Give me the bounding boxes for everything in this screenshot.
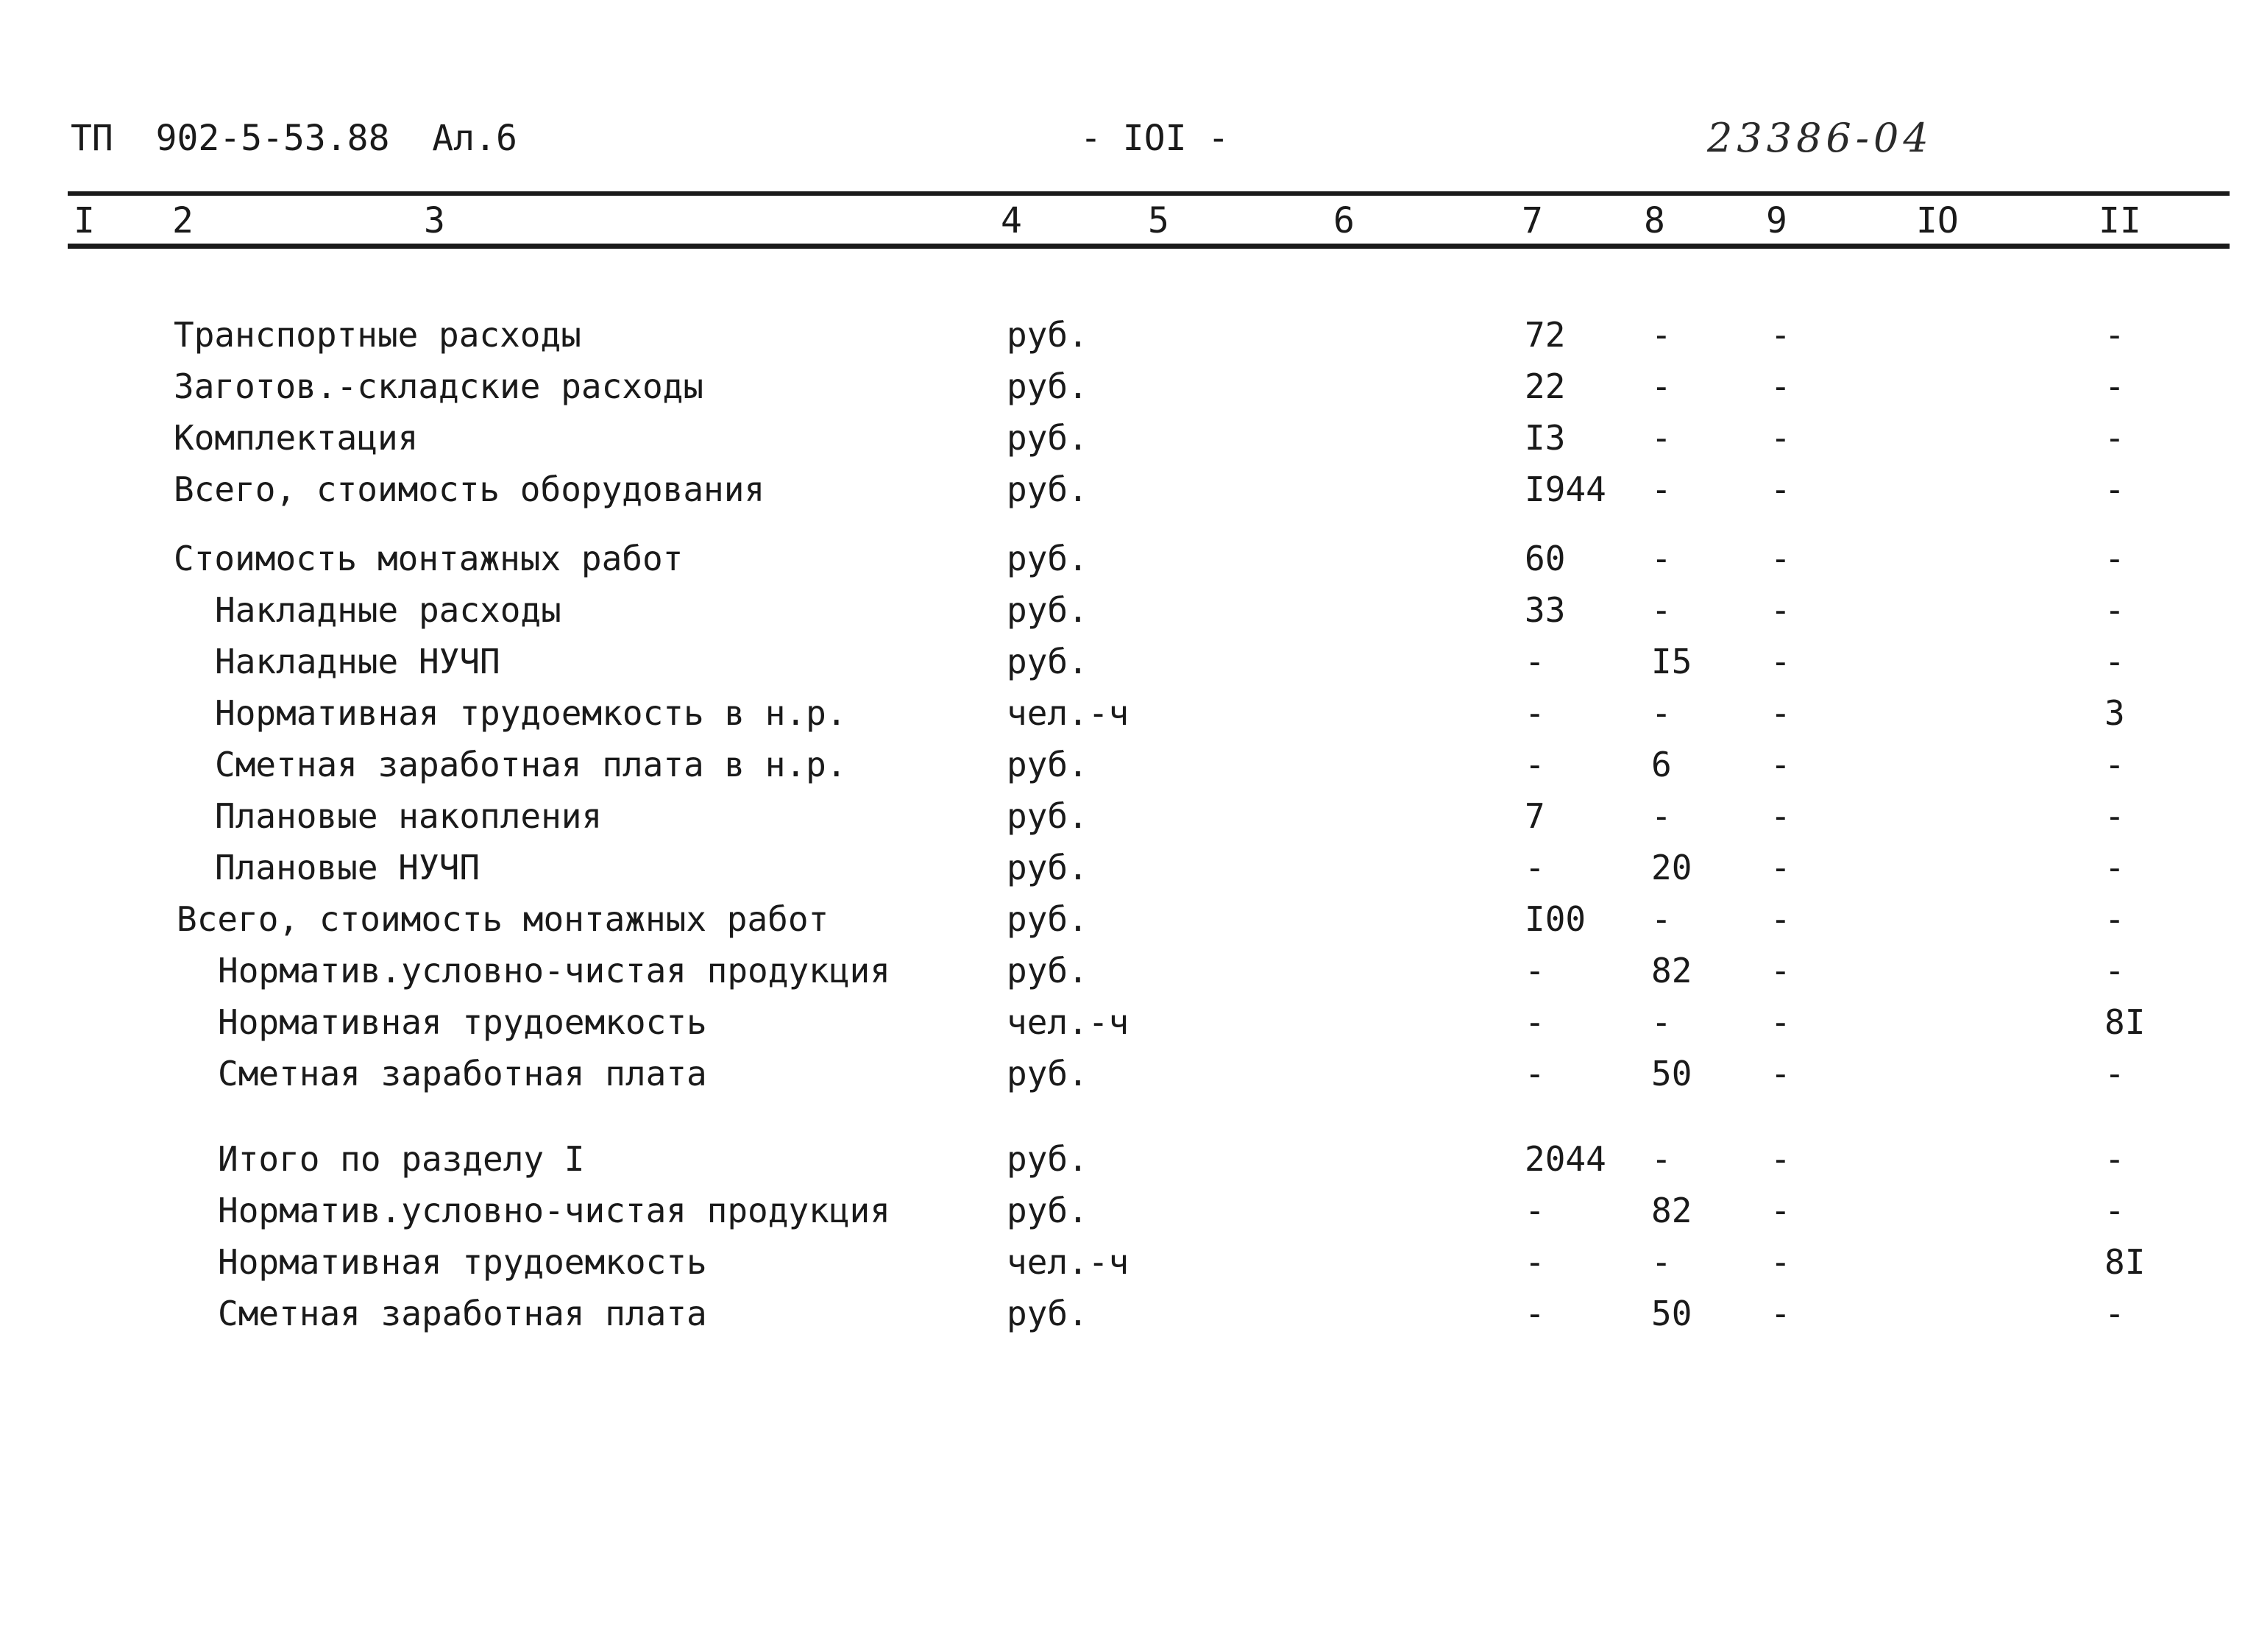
row-unit: руб. (1007, 745, 1088, 784)
cell-col-8: - (1651, 899, 1672, 939)
row-label: Нормативная трудоемкость (218, 1242, 707, 1282)
cell-col-7: - (1525, 1054, 1545, 1093)
cell-col-7: - (1525, 745, 1545, 784)
cell-col-11: - (2104, 899, 2125, 939)
cell-col-9: - (1770, 1054, 1791, 1093)
cell-col-11: 8I (2104, 1002, 2146, 1042)
row-unit: руб. (1007, 951, 1088, 990)
cell-col-8: - (1651, 366, 1672, 406)
column-number: IO (1916, 200, 1959, 241)
table-row (0, 739, 2259, 790)
cell-col-8: 20 (1651, 848, 1692, 887)
cell-col-11: - (2104, 366, 2125, 406)
cell-col-9: - (1770, 1002, 1791, 1042)
column-number: 9 (1766, 200, 1787, 241)
cell-col-7: 33 (1525, 590, 1566, 630)
cell-col-11: - (2104, 469, 2125, 509)
column-number: 4 (1001, 200, 1022, 241)
cell-col-8: 50 (1651, 1294, 1692, 1333)
row-unit: руб. (1007, 1139, 1088, 1179)
table-row (0, 945, 2259, 996)
row-unit: руб. (1007, 642, 1088, 681)
cell-col-7: - (1525, 1191, 1545, 1230)
column-number: 7 (1522, 200, 1543, 241)
row-label: Всего, стоимость оборудования (174, 469, 765, 509)
cell-col-11: 8I (2104, 1242, 2146, 1282)
cell-col-7: - (1525, 693, 1545, 733)
row-label: Норматив.условно-чистая продукция (218, 951, 890, 990)
cell-col-9: - (1770, 590, 1791, 630)
cell-col-7: 7 (1525, 796, 1545, 836)
header-rule-bottom (68, 244, 2230, 249)
cell-col-7: I3 (1525, 418, 1566, 458)
row-label: Транспортные расходы (174, 315, 581, 355)
cell-col-8: I5 (1651, 642, 1692, 681)
cell-col-9: - (1770, 848, 1791, 887)
cell-col-9: - (1770, 899, 1791, 939)
header-rule-top (68, 191, 2230, 196)
row-unit: руб. (1007, 1054, 1088, 1093)
cell-col-7: - (1525, 1002, 1545, 1042)
cell-col-7: 72 (1525, 315, 1566, 355)
document-code: ТП 902-5-53.88 Ал.6 (71, 118, 517, 159)
row-unit: руб. (1007, 539, 1088, 578)
table-row (0, 1288, 2259, 1339)
cell-col-7: 60 (1525, 539, 1566, 578)
row-label: Нормативная трудоемкость (218, 1002, 707, 1042)
row-label: Итого по разделу I (218, 1139, 585, 1179)
row-unit: руб. (1007, 469, 1088, 509)
cell-col-8: - (1651, 693, 1672, 733)
row-unit: руб. (1007, 899, 1088, 939)
table-row (0, 412, 2259, 464)
column-number: 5 (1148, 200, 1169, 241)
row-unit: чел.-ч (1007, 1242, 1130, 1282)
cell-col-8: - (1651, 418, 1672, 458)
cell-col-9: - (1770, 642, 1791, 681)
table-row (0, 584, 2259, 636)
cell-col-9: - (1770, 951, 1791, 990)
row-unit: руб. (1007, 1294, 1088, 1333)
cell-col-9: - (1770, 745, 1791, 784)
row-label: Сметная заработная плата (218, 1294, 707, 1333)
column-number: 2 (172, 200, 194, 241)
table-row (0, 893, 2259, 945)
cell-col-7: I00 (1525, 899, 1586, 939)
cell-col-9: - (1770, 539, 1791, 578)
row-label: Накладные НУЧП (215, 642, 500, 681)
cell-col-11: - (2104, 590, 2125, 630)
cell-col-9: - (1770, 796, 1791, 836)
table-row (0, 309, 2259, 361)
row-unit: чел.-ч (1007, 693, 1130, 733)
cell-col-7: - (1525, 848, 1545, 887)
table-row (0, 790, 2259, 842)
cell-col-11: - (2104, 1191, 2125, 1230)
table-row (0, 842, 2259, 893)
cell-col-8: - (1651, 1002, 1672, 1042)
table-row (0, 464, 2259, 515)
cell-col-9: - (1770, 469, 1791, 509)
cell-col-7: 2044 (1525, 1139, 1606, 1179)
row-unit: руб. (1007, 1191, 1088, 1230)
cell-col-9: - (1770, 418, 1791, 458)
cell-col-11: - (2104, 796, 2125, 836)
table-row (0, 533, 2259, 584)
cell-col-7: - (1525, 1242, 1545, 1282)
table-row (0, 1185, 2259, 1236)
cell-col-11: - (2104, 642, 2125, 681)
row-unit: руб. (1007, 590, 1088, 630)
cell-col-8: - (1651, 1242, 1672, 1282)
cell-col-11: - (2104, 951, 2125, 990)
column-number: II (2099, 200, 2141, 241)
row-label: Сметная заработная плата в н.р. (215, 745, 847, 784)
column-number: 6 (1333, 200, 1355, 241)
cell-col-9: - (1770, 366, 1791, 406)
cell-col-8: 82 (1651, 1191, 1692, 1230)
table-row (0, 1048, 2259, 1099)
row-unit: руб. (1007, 315, 1088, 355)
cell-col-7: I944 (1525, 469, 1606, 509)
row-label: Всего, стоимость монтажных работ (177, 899, 829, 939)
table-row (0, 636, 2259, 687)
cell-col-9: - (1770, 1294, 1791, 1333)
handwritten-stamp: 23386-04 (1707, 115, 1933, 161)
cell-col-9: - (1770, 693, 1791, 733)
cell-col-8: 6 (1651, 745, 1672, 784)
column-number: 3 (424, 200, 445, 241)
cell-col-9: - (1770, 1139, 1791, 1179)
cell-col-7: - (1525, 642, 1545, 681)
cell-col-11: - (2104, 539, 2125, 578)
table-row (0, 1133, 2259, 1185)
cell-col-8: - (1651, 1139, 1672, 1179)
row-label: Комплектация (174, 418, 419, 458)
cell-col-8: - (1651, 539, 1672, 578)
column-number: I (74, 200, 95, 241)
table-row (0, 1236, 2259, 1288)
row-label: Накладные расходы (215, 590, 561, 630)
row-label: Заготов.-складские расходы (174, 366, 704, 406)
cell-col-8: - (1651, 796, 1672, 836)
row-label: Сметная заработная плата (218, 1054, 707, 1093)
cell-col-11: - (2104, 418, 2125, 458)
table-row (0, 361, 2259, 412)
cell-col-8: - (1651, 590, 1672, 630)
cell-col-11: 3 (2104, 693, 2125, 733)
cell-col-11: - (2104, 1139, 2125, 1179)
page-number: - IOI - (1080, 118, 1230, 159)
row-label: Стоимость монтажных работ (174, 539, 684, 578)
cell-col-9: - (1770, 1242, 1791, 1282)
row-label: Плановые накопления (215, 796, 603, 836)
cell-col-11: - (2104, 745, 2125, 784)
cell-col-7: - (1525, 1294, 1545, 1333)
cell-col-8: 50 (1651, 1054, 1692, 1093)
table-row (0, 996, 2259, 1048)
row-unit: чел.-ч (1007, 1002, 1130, 1042)
cell-col-11: - (2104, 315, 2125, 355)
row-label: Нормативная трудоемкость в н.р. (215, 693, 847, 733)
row-unit: руб. (1007, 796, 1088, 836)
cell-col-8: - (1651, 469, 1672, 509)
column-number: 8 (1644, 200, 1665, 241)
row-label: Норматив.условно-чистая продукция (218, 1191, 890, 1230)
cell-col-11: - (2104, 1294, 2125, 1333)
cell-col-7: 22 (1525, 366, 1566, 406)
cell-col-11: - (2104, 848, 2125, 887)
row-unit: руб. (1007, 366, 1088, 406)
table-row (0, 687, 2259, 739)
cell-col-8: - (1651, 315, 1672, 355)
row-unit: руб. (1007, 848, 1088, 887)
cell-col-11: - (2104, 1054, 2125, 1093)
cell-col-7: - (1525, 951, 1545, 990)
cell-col-9: - (1770, 1191, 1791, 1230)
row-unit: руб. (1007, 418, 1088, 458)
cell-col-8: 82 (1651, 951, 1692, 990)
cell-col-9: - (1770, 315, 1791, 355)
row-label: Плановые НУЧП (215, 848, 480, 887)
